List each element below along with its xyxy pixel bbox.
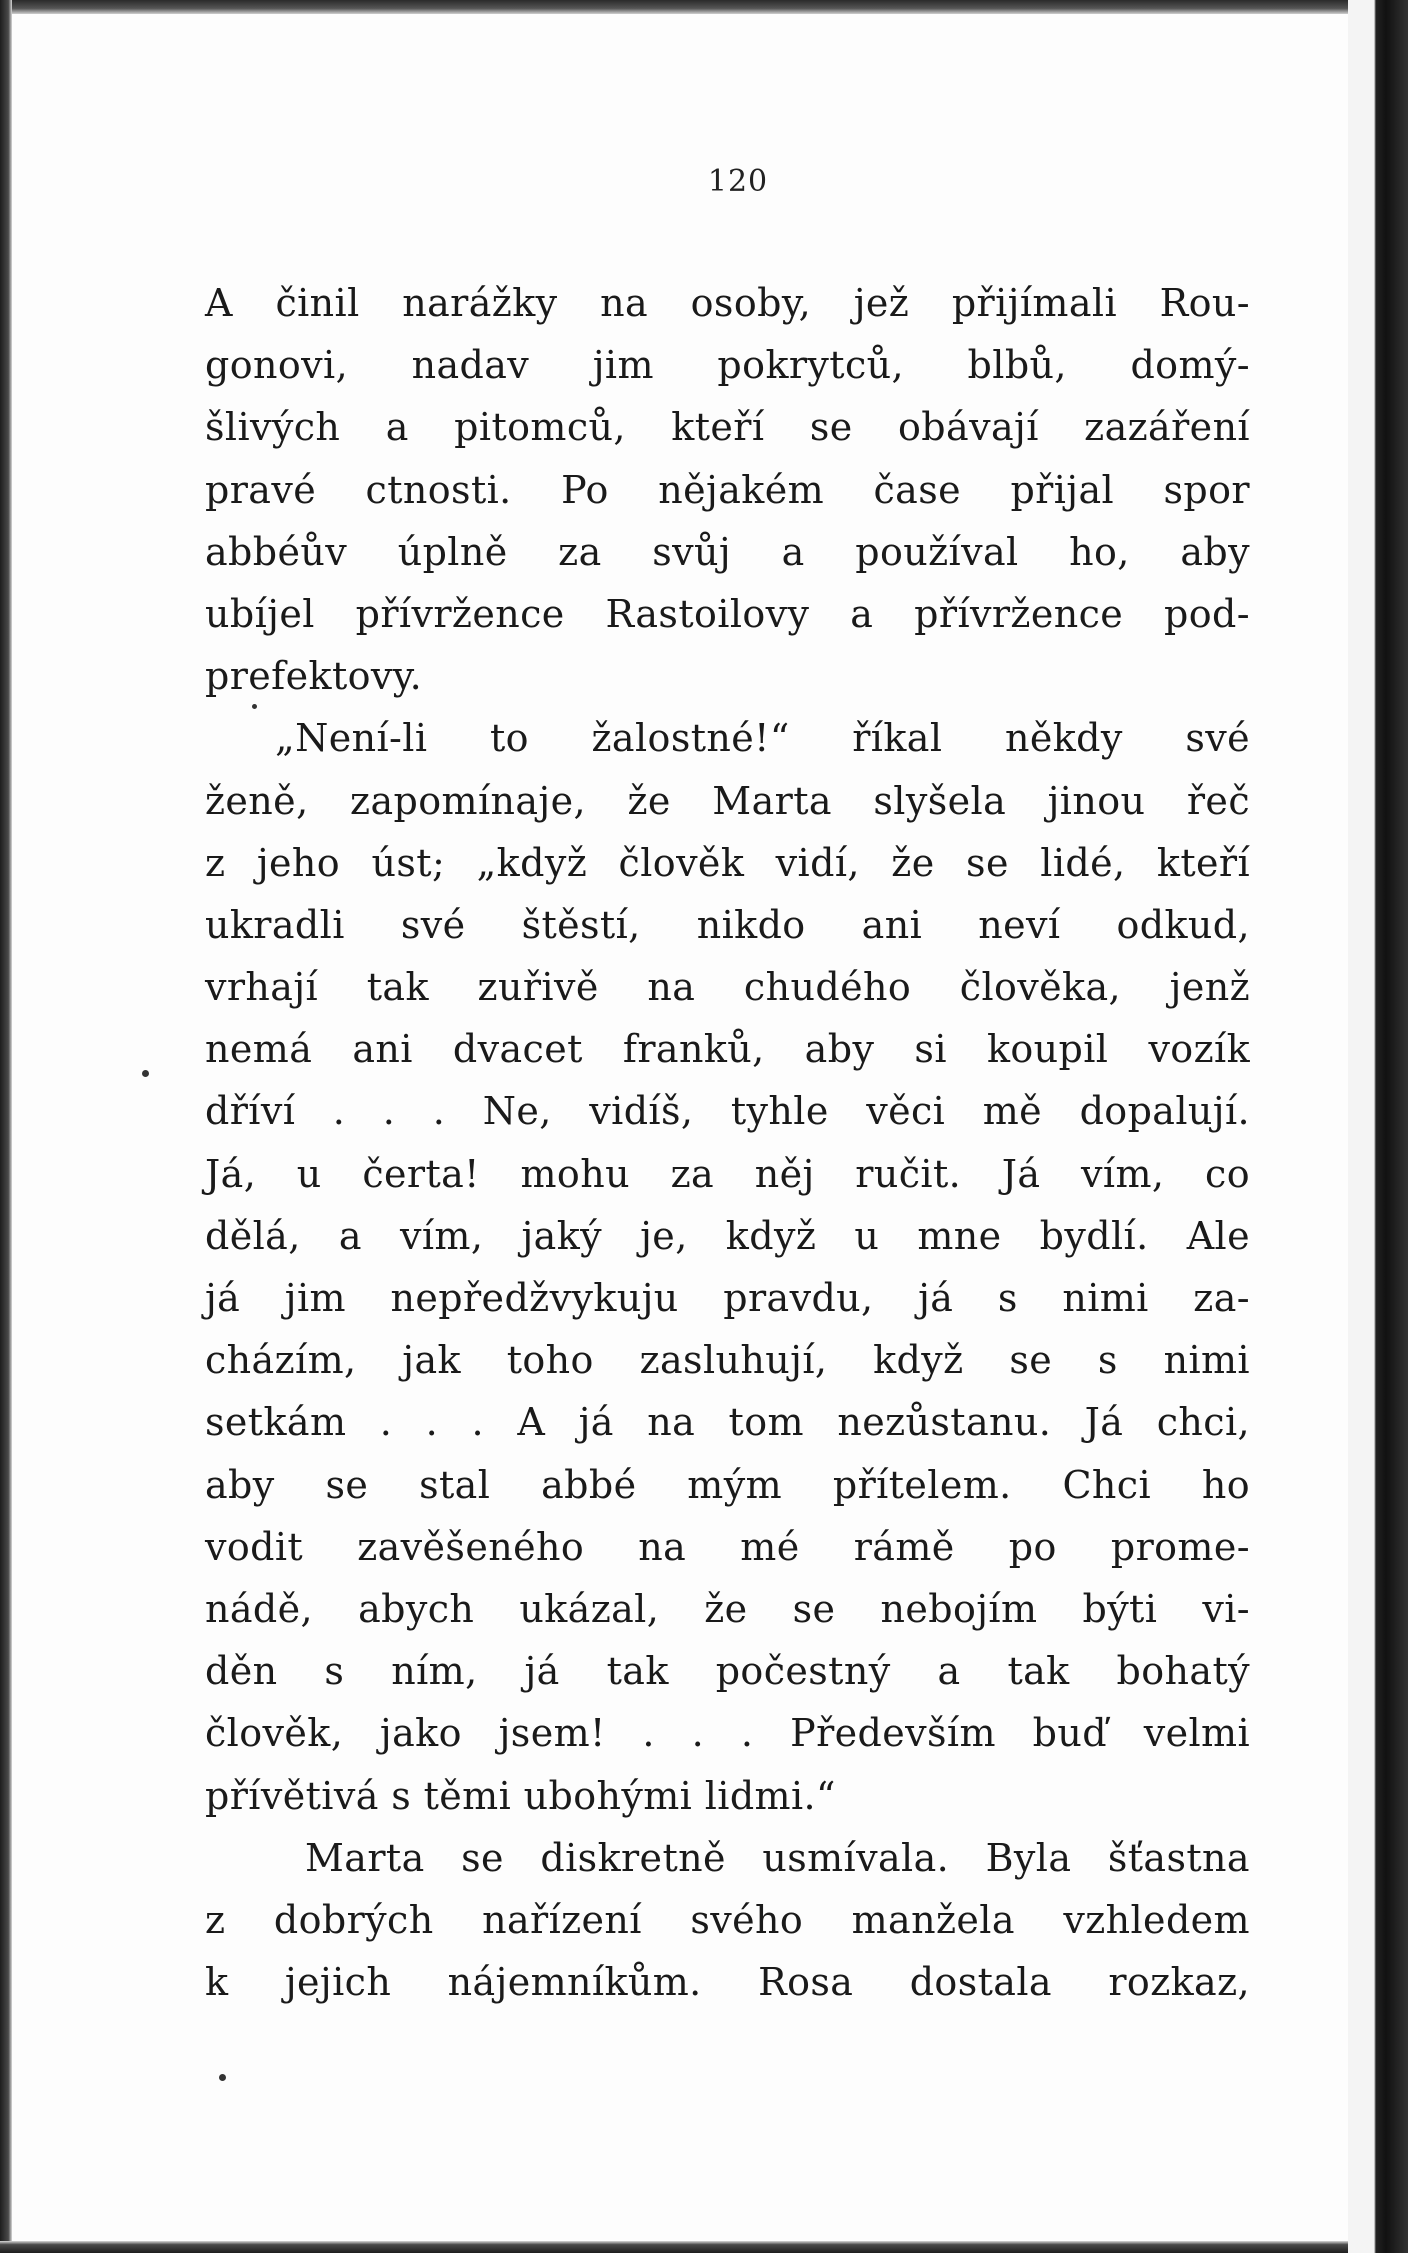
scan-edge-left [0, 0, 12, 2253]
body-text [205, 272, 1250, 2013]
text-line: gonovi, nadav jim pokrytců, blbů, domý- [205, 343, 1250, 388]
scan-speck [252, 704, 257, 709]
text-line: „Není-li to žalostné!“ říkal někdy své [275, 716, 1250, 761]
page-number: 120 [707, 164, 769, 199]
text-line: Já, u čerta! mohu za něj ručit. Já vím, co [205, 1151, 1250, 1196]
book-page [12, 14, 1348, 2241]
text-line: setkám . . . A já na tom nezůstanu. Já chci, [205, 1400, 1250, 1445]
text-line: přívětivá s těmi ubohými lidmi.“ [205, 1773, 836, 1818]
text-line: pravé ctnosti. Po nějakém čase přijal spor [205, 467, 1250, 512]
text-line: k jejich nájemníkům. Rosa dostala rozkaz, [205, 1960, 1250, 2005]
text-line: Marta se diskretně usmívala. Byla šťastna [305, 1835, 1250, 1880]
text-line: děn s ním, já tak počestný a tak bohatý [205, 1649, 1250, 1694]
text-line: šlivých a pitomců, kteří se obávají zazáření [205, 405, 1250, 450]
text-line: prefektovy. [205, 654, 423, 699]
text-line: ukradli své štěstí, nikdo ani neví odkud, [205, 902, 1250, 947]
text-line: z jeho úst; „když člověk vidí, že se lidé, kteří [205, 840, 1250, 885]
text-line: nádě, abych ukázal, že se nebojím býti vi- [205, 1586, 1250, 1631]
scan-speck [142, 1070, 149, 1077]
text-line: vrhají tak zuřivě na chudého člověka, jenž [205, 965, 1250, 1010]
text-line: z dobrých nařízení svého manžela vzhledem [205, 1897, 1250, 1942]
text-line: vodit zavěšeného na mé rámě po prome- [205, 1524, 1250, 1569]
text-line: člověk, jako jsem! . . . Především buď velmi [205, 1711, 1250, 1756]
text-line: aby se stal abbé mým přítelem. Chci ho [205, 1462, 1250, 1507]
text-line: dříví . . . Ne, vidíš, tyhle věci mě dopalují. [205, 1089, 1250, 1134]
text-line: cházím, jak toho zasluhují, když se s nimi [205, 1338, 1250, 1383]
text-line: já jim nepředžvykuju pravdu, já s nimi za- [205, 1276, 1250, 1320]
scan-edge-bottom [0, 2241, 1408, 2253]
text-line: abbéův úplně za svůj a používal ho, aby [205, 529, 1250, 574]
scan-edge-top [0, 0, 1408, 14]
text-line: ubíjel přívržence Rastoilovy a přívržence pod- [205, 591, 1250, 636]
text-line: dělá, a vím, jaký je, když u mne bydlí. Ale [205, 1213, 1250, 1258]
scan-speck [219, 2074, 226, 2081]
text-line: nemá ani dvacet franků, aby si koupil vozík [205, 1027, 1250, 1072]
scan-edge-right [1348, 0, 1408, 2253]
text-line: ženě, zapomínaje, že Marta slyšela jinou řeč [205, 778, 1250, 823]
text-line: A činil narážky na osoby, jež přijímali Rou- [205, 281, 1250, 325]
